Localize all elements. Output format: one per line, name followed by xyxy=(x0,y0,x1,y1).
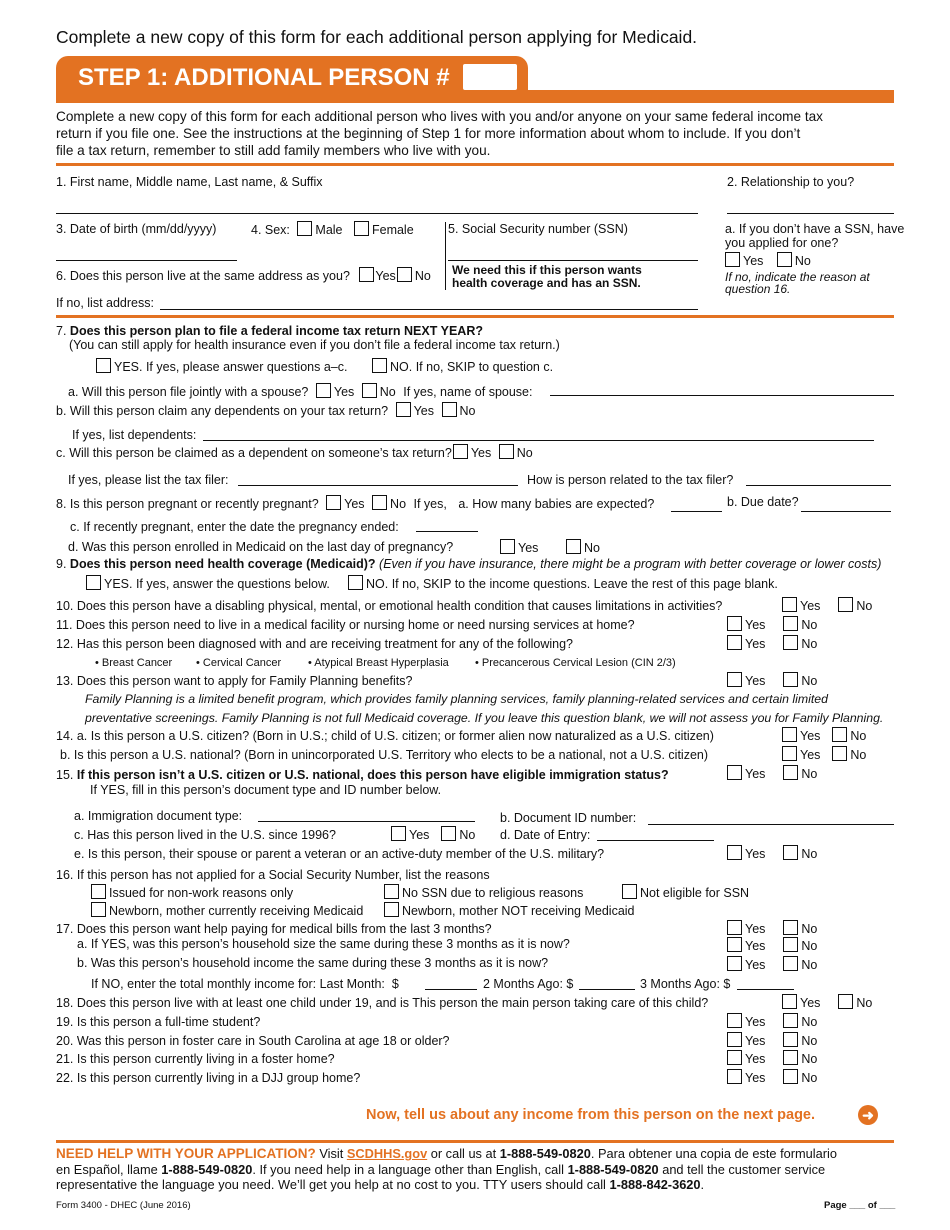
q3-label: 3. Date of birth (mm/dd/yyyy) xyxy=(56,222,217,236)
q7c-no-checkbox[interactable] xyxy=(499,444,514,459)
q10-no-checkbox[interactable] xyxy=(838,597,853,612)
two-months-income-field[interactable] xyxy=(579,989,635,990)
q7-no: NO. If no, SKIP to question c. xyxy=(372,358,553,374)
q18-yes-checkbox[interactable] xyxy=(782,994,797,1009)
q10-label: 10. Does this person have a disabling physical, mental, or emotional health condition that causes limitations in activities? xyxy=(56,599,723,613)
q22-label: 22. Is this person currently living in a DJJ group home? xyxy=(56,1071,361,1085)
last-month-income-field[interactable] xyxy=(425,989,477,990)
q15e-no-checkbox[interactable] xyxy=(783,845,798,860)
q17-three-label: 3 Months Ago: $ xyxy=(640,977,731,991)
q18-no-checkbox[interactable] xyxy=(838,994,853,1009)
q5-label: 5. Social Security number (SSN) xyxy=(448,222,628,236)
q21-yes-no: Yes No xyxy=(727,1050,817,1066)
q12-item: • Breast Cancer xyxy=(95,657,173,669)
q6-label: 6. Does this person live at the same address as you? xyxy=(56,269,350,283)
q22-yes-no: Yes No xyxy=(727,1069,817,1085)
q6-address-label: If no, list address: xyxy=(56,296,154,310)
q12-yes-checkbox[interactable] xyxy=(727,635,742,650)
q16-option: Not eligible for SSN xyxy=(622,884,749,900)
q5a-note-2: question 16. xyxy=(725,282,791,296)
q17a-no-checkbox[interactable] xyxy=(783,937,798,952)
q14a-yes-no: Yes No xyxy=(782,727,866,743)
q7c-yes-checkbox[interactable] xyxy=(453,444,468,459)
scdhhs-link[interactable]: SCDHHS.gov xyxy=(346,1146,428,1161)
q14b-yes-no: Yes No xyxy=(782,746,866,762)
q12-yes-no: Yes No xyxy=(727,635,817,651)
filer-relation-field[interactable] xyxy=(746,485,891,486)
arrow-right-icon: ➜ xyxy=(858,1105,878,1125)
q20-no-checkbox[interactable] xyxy=(783,1032,798,1047)
q8d-yes: Yes xyxy=(500,539,538,555)
tax-filer-field[interactable] xyxy=(238,485,518,486)
name-field[interactable] xyxy=(56,213,698,214)
q14a-no-checkbox[interactable] xyxy=(832,727,847,742)
q12-item: • Precancerous Cervical Lesion (CIN 2/3) xyxy=(475,657,676,669)
q6-no-checkbox[interactable] xyxy=(397,267,412,282)
q16-option-checkbox[interactable] xyxy=(622,884,637,899)
q2-label: 2. Relationship to you? xyxy=(727,175,855,189)
q13-yes-no: Yes No xyxy=(727,672,817,688)
q21-no-checkbox[interactable] xyxy=(783,1050,798,1065)
q9-no-checkbox[interactable] xyxy=(348,575,363,590)
q20-yes-checkbox[interactable] xyxy=(727,1032,742,1047)
q15-yes-checkbox[interactable] xyxy=(727,765,742,780)
q21-yes-checkbox[interactable] xyxy=(727,1050,742,1065)
female-checkbox[interactable] xyxy=(354,221,369,236)
q7c-related-label: How is person related to the tax filer? xyxy=(527,473,734,487)
ssn-field[interactable] xyxy=(448,260,698,261)
q17a-yes-checkbox[interactable] xyxy=(727,937,742,952)
due-date-field[interactable] xyxy=(801,511,891,512)
person-number-box[interactable] xyxy=(463,64,517,90)
q17a-yes-no: Yes No xyxy=(727,937,817,953)
q5a-line-2: you applied for one? xyxy=(725,236,839,250)
q8-due-label: b. Due date? xyxy=(727,495,799,509)
q17-label: 17. Does this person want help paying for medical bills from the last 3 months? xyxy=(56,922,492,936)
q8-no-checkbox[interactable] xyxy=(372,495,387,510)
q16-option-checkbox[interactable] xyxy=(384,902,399,917)
q7b-yes-checkbox[interactable] xyxy=(396,402,411,417)
q15e-yes-no: Yes No xyxy=(727,845,817,861)
q13-yes-checkbox[interactable] xyxy=(727,672,742,687)
q8d-no-checkbox[interactable] xyxy=(566,539,581,554)
q8: 8. Is this person pregnant or recently pregnant? Yes No If yes, a. How many babies are expected? xyxy=(56,497,655,511)
q17b-yes-no: Yes No xyxy=(727,956,817,972)
date-of-entry-field[interactable] xyxy=(597,840,714,841)
ssn-note-2: health coverage and has an SSN. xyxy=(452,276,641,290)
q15d-label: d. Date of Entry: xyxy=(500,828,591,842)
q8-yes-checkbox[interactable] xyxy=(326,495,341,510)
q17-no-checkbox[interactable] xyxy=(783,920,798,935)
q16-label: 16. If this person has not applied for a Social Security Number, list the reasons xyxy=(56,868,490,882)
q13-label: 13. Does this person want to apply for Family Planning benefits? xyxy=(56,674,413,688)
q13-no-checkbox[interactable] xyxy=(783,672,798,687)
q16-option: Issued for non-work reasons only xyxy=(91,884,293,900)
q19-yes-checkbox[interactable] xyxy=(727,1013,742,1028)
q4-label: 4. Sex: xyxy=(251,223,290,237)
q6-yes-checkbox[interactable] xyxy=(359,267,374,282)
ssn-note-1: We need this if this person wants xyxy=(452,263,642,277)
q7-sub: (You can still apply for health insurance even if you don’t file a federal income tax return.) xyxy=(69,338,560,352)
q10-yes-no: Yes No xyxy=(782,597,872,613)
q19-no-checkbox[interactable] xyxy=(783,1013,798,1028)
q14b-no-checkbox[interactable] xyxy=(832,746,847,761)
babies-field[interactable] xyxy=(671,511,722,512)
q21-label: 21. Is this person currently living in a foster home? xyxy=(56,1052,335,1066)
q7b-no-checkbox[interactable] xyxy=(442,402,457,417)
q14a-label: 14. a. Is this person a U.S. citizen? (Born in U.S.; child of U.S. citizen; or former alien now naturalized as a U.S. citizen) xyxy=(56,729,714,743)
q16-option-checkbox[interactable] xyxy=(384,884,399,899)
dependents-field[interactable] xyxy=(203,440,874,441)
divider xyxy=(56,1140,894,1143)
address-field[interactable] xyxy=(160,309,698,310)
q5a-yes-no: Yes No xyxy=(725,252,811,268)
q20-yes-no: Yes No xyxy=(727,1032,817,1048)
q11-no-checkbox[interactable] xyxy=(783,616,798,631)
q15c-no-checkbox[interactable] xyxy=(441,826,456,841)
pregnancy-end-field[interactable] xyxy=(416,531,478,532)
q4 xyxy=(251,221,414,237)
q18-yes-no: Yes No xyxy=(782,994,872,1010)
q15c-label: c. Has this person lived in the U.S. since 1996? xyxy=(74,828,336,842)
q15: 15. If this person isn’t a U.S. citizen or U.S. national, does this person have eligible immigration status? xyxy=(56,768,669,782)
q8d-no: No xyxy=(566,539,600,555)
q8d-yes-checkbox[interactable] xyxy=(500,539,515,554)
q7-yes: YES. If yes, please answer questions a–c. xyxy=(96,358,347,374)
form-number: Form 3400 - DHEC (June 2016) xyxy=(56,1200,191,1211)
top-note: Complete a new copy of this form for each additional person applying for Medicaid. xyxy=(56,27,698,47)
q14b-label: b. Is this person a U.S. national? (Born in unincorporated U.S. Territory who elects to be a national, not a U.S. citizen) xyxy=(60,748,709,762)
q15c-yes-checkbox[interactable] xyxy=(391,826,406,841)
q17-income-label: If NO, enter the total monthly income for: Last Month: $ xyxy=(91,977,399,991)
three-months-income-field[interactable] xyxy=(737,989,794,990)
q7a-no-checkbox[interactable] xyxy=(362,383,377,398)
q5a-line-1: a. If you don’t have a SSN, have xyxy=(725,222,905,236)
q7a-yes-checkbox[interactable] xyxy=(316,383,331,398)
q20-label: 20. Was this person in foster care in South Carolina at age 18 or older? xyxy=(56,1034,450,1048)
q12-label: 12. Has this person been diagnosed with and are receiving treatment for any of the following? xyxy=(56,637,573,651)
q16-option: No SSN due to religious reasons xyxy=(384,884,583,900)
q12-item: • Atypical Breast Hyperplasia xyxy=(308,657,449,669)
q14b-yes-checkbox[interactable] xyxy=(782,746,797,761)
q9-no: NO. If no, SKIP to the income questions. Leave the rest of this page blank. xyxy=(348,575,778,591)
q18-label: 18. Does this person live with at least one child under 19, and is This person the main person taking care of this child? xyxy=(56,996,709,1010)
male-label: Male xyxy=(315,223,343,237)
q15b-label: b. Document ID number: xyxy=(500,811,637,825)
help-heading: NEED HELP WITH YOUR APPLICATION? xyxy=(56,1146,316,1161)
q16-option-checkbox[interactable] xyxy=(91,902,106,917)
q7-no-checkbox[interactable] xyxy=(372,358,387,373)
immigration-doc-field[interactable] xyxy=(258,821,475,822)
q19-label: 19. Is this person a full-time student? xyxy=(56,1015,261,1029)
intro-line-2: return if you file one. See the instructions at the beginning of Step 1 for more information about whom to include. If you don’t xyxy=(56,126,801,141)
q7-yes-checkbox[interactable] xyxy=(96,358,111,373)
intro-line-3: file a tax return, remember to still add family members who live with you. xyxy=(56,143,491,158)
q15c-yes-no: Yes No xyxy=(391,826,475,842)
q13-note-1: Family Planning is a limited benefit program, which provides family planning services, family planning-related services and certain limited xyxy=(85,692,828,706)
female-label: Female xyxy=(371,223,414,237)
spouse-name-field[interactable] xyxy=(550,395,894,396)
q6: 6. Does this person live at the same address as you? Yes No xyxy=(56,269,431,283)
q9-yes-checkbox[interactable] xyxy=(86,575,101,590)
q16-option-checkbox[interactable] xyxy=(91,884,106,899)
q17-yes-no: Yes No xyxy=(727,920,817,936)
q7a: a. Will this person file jointly with a spouse? Yes No If yes, name of spouse: xyxy=(68,385,533,399)
q22-no-checkbox[interactable] xyxy=(783,1069,798,1084)
dob-field[interactable] xyxy=(56,260,237,261)
q13-note-2: preventative screenings. Family Planning is not full Medicaid coverage. If you leave this question blank, we will not assess you for Family Planning. xyxy=(85,711,884,725)
q15e-yes-checkbox[interactable] xyxy=(727,845,742,860)
step-title: STEP 1: ADDITIONAL PERSON # xyxy=(78,64,450,91)
q17-yes-checkbox[interactable] xyxy=(727,920,742,935)
help-line-1: NEED HELP WITH YOUR APPLICATION? Visit SCDHHS.gov or call us at 1-888-549-0820. Para obtener una copia de este formulario xyxy=(56,1146,837,1161)
q11-yes-checkbox[interactable] xyxy=(727,616,742,631)
q5a-yes-checkbox[interactable] xyxy=(725,252,740,267)
help-line-3: representative the language you need. We’ll get you help at no cost to you. TTY users should call 1-888-842-3620. xyxy=(56,1177,705,1192)
q1-label: 1. First name, Middle name, Last name, & Suffix xyxy=(56,175,323,189)
relationship-field[interactable] xyxy=(727,213,894,214)
q10-yes-checkbox[interactable] xyxy=(782,597,797,612)
q15a-label: a. Immigration document type: xyxy=(74,809,243,823)
q14a-yes-checkbox[interactable] xyxy=(782,727,797,742)
q15-yes-no: Yes No xyxy=(727,765,817,781)
divider xyxy=(56,163,894,166)
q17b-no-checkbox[interactable] xyxy=(783,956,798,971)
q12-item: • Cervical Cancer xyxy=(196,657,282,669)
q11-yes-no: Yes No xyxy=(727,616,817,632)
q17a-label: a. If YES, was this person’s household size the same during these 3 months as it is now? xyxy=(77,937,570,951)
page-number: Page ___ of ___ xyxy=(824,1200,896,1211)
q5a-no-checkbox[interactable] xyxy=(777,252,792,267)
q7: 7. Does this person plan to file a federal income tax return NEXT YEAR? xyxy=(56,324,483,338)
q19-yes-no: Yes No xyxy=(727,1013,817,1029)
q12-no-checkbox[interactable] xyxy=(783,635,798,650)
q8c-label: c. If recently pregnant, enter the date the pregnancy ended: xyxy=(70,520,399,534)
q22-yes-checkbox[interactable] xyxy=(727,1069,742,1084)
male-checkbox[interactable] xyxy=(297,221,312,236)
next-page-prompt: Now, tell us about any income from this person on the next page. xyxy=(366,1107,816,1123)
q16-option: Newborn, mother NOT receiving Medicaid xyxy=(384,902,635,918)
q7b-list-label: If yes, list dependents: xyxy=(72,428,197,442)
q11-label: 11. Does this person need to live in a medical facility or nursing home or need nursing services at home? xyxy=(56,618,635,632)
divider xyxy=(56,315,894,318)
q17b-yes-checkbox[interactable] xyxy=(727,956,742,971)
intro-line-1: Complete a new copy of this form for each additional person who lives with you and/or anyone on your same federal income tax xyxy=(56,109,823,124)
q7c-filer-label: If yes, please list the tax filer: xyxy=(68,473,229,487)
q5a-note-1: If no, indicate the reason at xyxy=(725,270,870,284)
document-id-field[interactable] xyxy=(648,824,894,825)
q15e-label: e. Is this person, their spouse or parent a veteran or an active-duty member of the U.S. military? xyxy=(74,847,605,861)
q15-sub: If YES, fill in this person’s document type and ID number below. xyxy=(90,783,442,797)
q17b-label: b. Was this person’s household income the same during these 3 months as it is now? xyxy=(77,956,549,970)
q16-option: Newborn, mother currently receiving Medicaid xyxy=(91,902,363,918)
q17-two-label: 2 Months Ago: $ xyxy=(483,977,574,991)
q15-no-checkbox[interactable] xyxy=(783,765,798,780)
q9-yes: YES. If yes, answer the questions below. xyxy=(86,575,330,591)
help-line-2: en Español, llame 1-888-549-0820. If you need help in a language other than English, call 1-888-549-0820 and tell the customer service xyxy=(56,1162,826,1177)
q7b: b. Will this person claim any dependents on your tax return? Yes No xyxy=(56,404,476,418)
q7c: c. Will this person be claimed as a dependent on someone’s tax return? Yes No xyxy=(56,446,533,460)
q9: 9. Does this person need health coverage (Medicaid)? (Even if you have insurance, there might be a program with better coverage or lower costs) xyxy=(56,557,882,571)
q8d-label: d. Was this person enrolled in Medicaid on the last day of pregnancy? xyxy=(68,540,454,554)
